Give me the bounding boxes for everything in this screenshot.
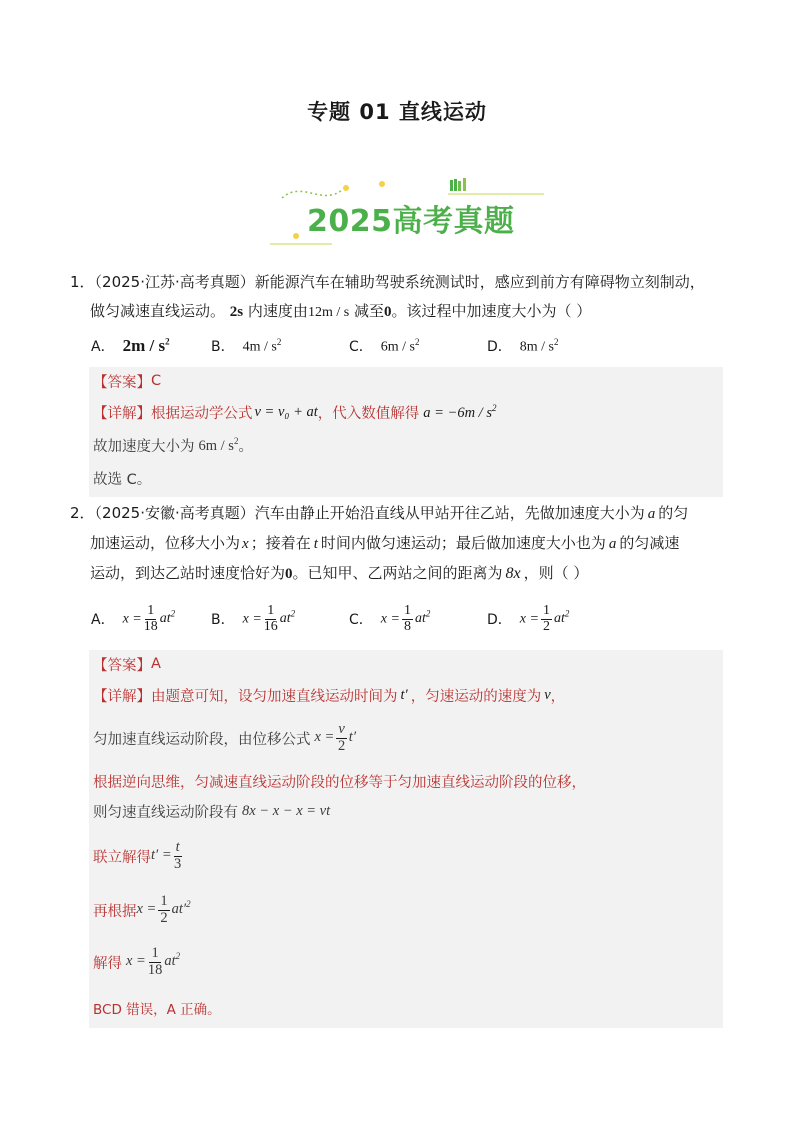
- section-banner: [262, 176, 552, 250]
- question-source: （2025·江苏·高考真题）: [94, 273, 255, 291]
- option-label: C．: [349, 339, 373, 355]
- detail-line: [93, 432, 253, 458]
- answer-tag: 【答案】: [93, 374, 151, 391]
- option-formula: x = $\frac{1}{16}$ $at^2$: [242, 602, 296, 634]
- formula: x = $\frac{1}{2}$ $at'^2$: [136, 893, 191, 926]
- question-text: 的匀减速: [619, 534, 680, 552]
- detail-line: [93, 996, 221, 1020]
- option-label: A．: [91, 612, 115, 628]
- detail-text: 联立解得: [93, 849, 151, 866]
- question-source: （2025·安徽·高考真题）: [94, 504, 255, 522]
- q2-answer-box: [89, 650, 723, 1028]
- question-text: 新能源汽车在辅助驾驶系统测试时，感应到前方有障碍物立刻制动，: [254, 273, 705, 291]
- detail-line: [93, 940, 180, 984]
- detail-line: 【详解】 由题意可知，设匀加速直线运动时间为 t′ ，匀速运动的速度为 v ，: [93, 686, 566, 705]
- page-title: 专题 01 直线运动: [307, 100, 487, 124]
- formula: 8x − x − x = vt: [242, 802, 331, 819]
- detail-line: [93, 465, 151, 491]
- formula: v = v₀ + at: [254, 403, 318, 420]
- banner-title: 2025高考真题: [307, 204, 515, 239]
- question-text: 。已知甲、乙两站之间的距离为: [292, 564, 503, 582]
- question-text: 运动，到达乙站时速度恰好为: [90, 564, 286, 582]
- formula: v: [544, 686, 551, 703]
- question-2: [70, 499, 730, 589]
- detail-tag: 【详解】: [93, 688, 151, 705]
- option-a[interactable]: [91, 598, 211, 640]
- option-d[interactable]: [487, 598, 607, 640]
- option-value: $8m / s^2$: [519, 336, 559, 355]
- question-text: 加速运动，位移大小为: [90, 534, 241, 552]
- speed-value: 12m / s: [307, 305, 350, 320]
- q1-answer-box: [89, 367, 723, 497]
- option-value: $6m / s^2$: [380, 336, 420, 355]
- detail-text: 根据运动学公式: [151, 405, 253, 422]
- question-number: 2．: [70, 504, 95, 522]
- detail-text: 故选 C。: [93, 471, 152, 488]
- detail-text: 则匀速直线运动阶段有: [93, 804, 238, 821]
- variable: t: [313, 536, 318, 552]
- question-text: 的匀: [658, 504, 689, 522]
- formula: t′: [400, 686, 408, 703]
- question-text: ，则（ ）: [523, 564, 589, 582]
- option-label: D．: [487, 612, 512, 628]
- variable: 8x: [505, 565, 521, 582]
- answer-tag: 【答案】: [93, 657, 151, 674]
- detail-text: 故加速度大小为: [93, 438, 195, 455]
- detail-text: 解得: [93, 955, 122, 972]
- question-text: ；接着在: [250, 534, 311, 552]
- option-value: $4m / s^2$: [242, 336, 282, 355]
- answer-line: [93, 369, 161, 393]
- option-a[interactable]: [91, 336, 211, 356]
- detail-text: 由题意可知，设匀加速直线运动时间为: [151, 688, 398, 705]
- detail-line: [93, 834, 184, 878]
- formula: t′ = $\frac{t}{3}$: [151, 839, 182, 872]
- option-c[interactable]: [349, 598, 487, 640]
- option-label: B．: [211, 612, 235, 628]
- question-number: 1．: [70, 273, 95, 291]
- question-text: 内速度由: [247, 302, 308, 320]
- formula: x = $\frac{v}{2}$ t′: [314, 721, 356, 754]
- formula: x = $\frac{1}{18}$ $at^2$: [126, 945, 181, 978]
- detail-text: ，代入数值解得: [317, 405, 420, 422]
- detail-text: BCD 错误，A 正确。: [93, 1002, 221, 1018]
- option-formula: x = $\frac{1}{18}$ $at^2$: [122, 602, 176, 634]
- variable: x: [242, 536, 249, 552]
- option-formula: x = $\frac{1}{8}$ $at^2$: [380, 602, 431, 634]
- answer-value: A: [151, 656, 161, 672]
- option-label: D．: [487, 339, 512, 355]
- detail-text: 匀加速直线运动阶段，由位移公式: [93, 731, 311, 748]
- option-d[interactable]: [487, 336, 607, 356]
- option-b[interactable]: [211, 598, 349, 640]
- variable: a: [647, 506, 656, 522]
- detail-text: 根据逆向思维，匀减速直线运动阶段的位移等于匀加速直线运动阶段的位移，: [93, 774, 586, 791]
- detail-text: 。: [238, 438, 253, 455]
- option-c[interactable]: [349, 336, 487, 356]
- variable: a: [608, 536, 617, 552]
- detail-line: [93, 798, 330, 824]
- time-value: 2s: [229, 304, 244, 320]
- detail-line: [93, 768, 586, 794]
- option-b[interactable]: [211, 336, 349, 356]
- option-label: B．: [211, 339, 235, 355]
- answer-line: [93, 652, 161, 676]
- formula: $a = -6m / s^2$: [423, 402, 497, 421]
- detail-line: [93, 716, 356, 760]
- question-1: [70, 268, 730, 327]
- q1-options: [91, 336, 731, 356]
- q2-options: [91, 598, 731, 640]
- detail-text: 再根据: [93, 903, 137, 920]
- option-label: A．: [91, 339, 115, 355]
- question-text: 时间内做匀速运动；最后做加速度大小也为: [320, 534, 606, 552]
- question-text: 汽车由静止开始沿直线从甲站开往乙站，先做加速度大小为: [254, 504, 645, 522]
- question-text: 。该过程中加速度大小为（ ）: [391, 302, 592, 320]
- option-label: C．: [349, 612, 373, 628]
- formula: $6m / s^2$: [198, 435, 239, 454]
- final-speed: 0: [285, 566, 293, 582]
- option-formula: x = $\frac{1}{2}$ $at^2$: [519, 602, 570, 634]
- detail-text: ，匀速运动的速度为: [410, 688, 542, 705]
- question-text: 减至: [353, 302, 384, 320]
- detail-line: [93, 888, 191, 932]
- question-text: 做匀减速直线运动。: [90, 302, 226, 320]
- detail-line: [93, 399, 496, 425]
- final-speed: 0: [383, 304, 392, 320]
- detail-tag: 【详解】: [93, 405, 151, 422]
- option-value: $2m / s^2$: [122, 336, 170, 355]
- answer-value: C: [151, 373, 162, 389]
